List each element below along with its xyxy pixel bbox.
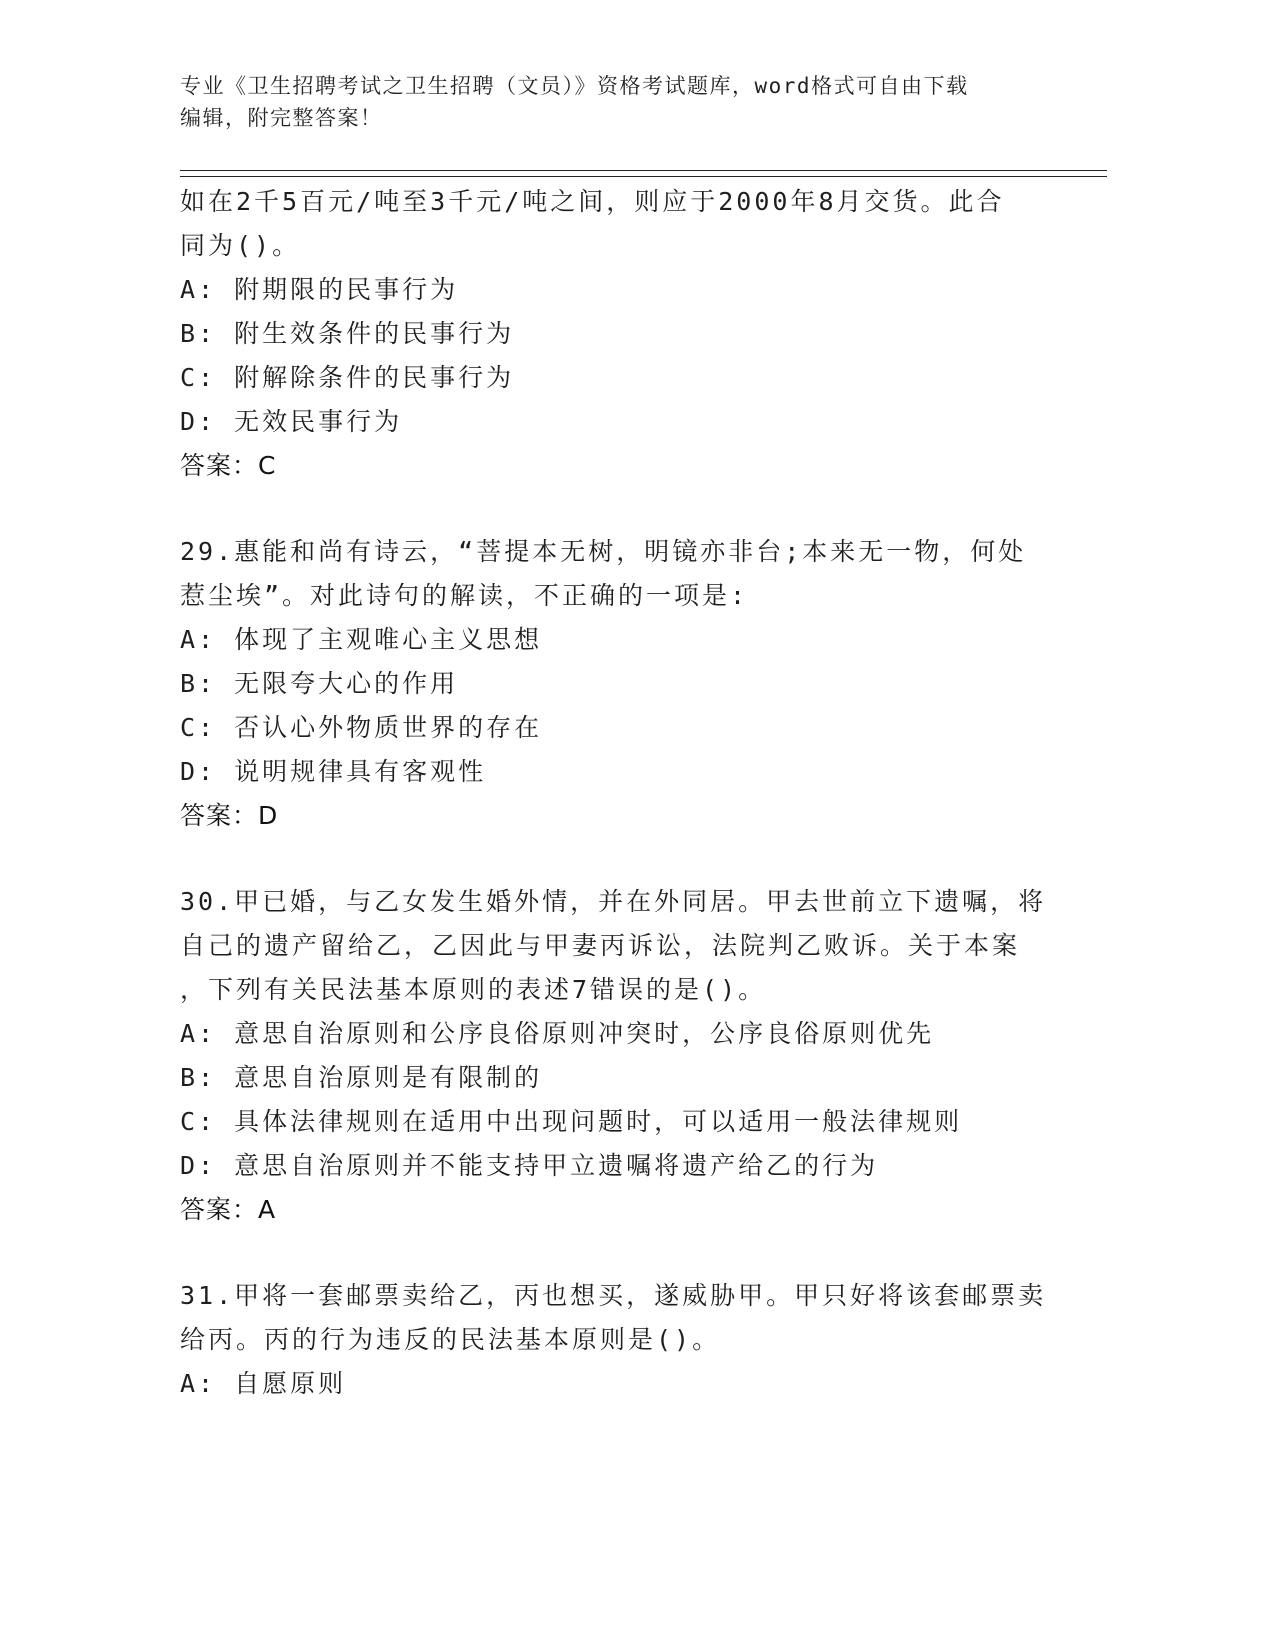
option-c: C: 否认心外物质世界的存在: [180, 713, 543, 742]
option-b: B: 附生效条件的民事行为: [180, 319, 515, 348]
header-line-1: 专业《卫生招聘考试之卫生招聘（文员）》资格考试题库，word格式可自由下载: [180, 74, 969, 98]
question-list: [180, 180, 1080, 1406]
question-28: [180, 180, 1080, 488]
question-stem-line: 惹尘埃”。对此诗句的解读，不正确的一项是:: [180, 581, 749, 610]
option-d: D: 无效民事行为: [180, 407, 403, 436]
header-rule-bottom: [180, 176, 1107, 177]
option-a: A: 附期限的民事行为: [180, 275, 459, 304]
option-c: C: 具体法律规则在适用中出现问题时，可以适用一般法律规则: [180, 1107, 963, 1136]
question-31: [180, 1274, 1080, 1406]
spacer: [180, 838, 1080, 880]
option-a: A: 意思自治原则和公序良俗原则冲突时，公序良俗原则优先: [180, 1019, 935, 1048]
question-stem-line: 同为()。: [180, 231, 301, 260]
document-header: [180, 70, 1060, 134]
question-stem-line: 29.惠能和尚有诗云，“菩提本无树，明镜亦非台;本来无一物，何处: [180, 537, 1027, 566]
option-b: B: 意思自治原则是有限制的: [180, 1063, 543, 1092]
option-a: A: 自愿原则: [180, 1369, 347, 1398]
question-stem-line: 给丙。丙的行为违反的民法基本原则是()。: [180, 1325, 721, 1354]
spacer: [180, 1232, 1080, 1274]
question-30: [180, 880, 1080, 1232]
answer-line: 答案：C: [180, 451, 277, 480]
option-c: C: 附解除条件的民事行为: [180, 363, 515, 392]
header-rule-top: [180, 170, 1107, 171]
question-29: [180, 530, 1080, 838]
question-stem-line: 31.甲将一套邮票卖给乙，丙也想买，遂威胁甲。甲只好将该套邮票卖: [180, 1281, 1047, 1310]
option-d: D: 说明规律具有客观性: [180, 757, 487, 786]
option-d: D: 意思自治原则并不能支持甲立遗嘱将遗产给乙的行为: [180, 1151, 879, 1180]
question-stem-line: ，下列有关民法基本原则的表述7错误的是()。: [180, 975, 767, 1004]
option-b: B: 无限夸大心的作用: [180, 669, 459, 698]
question-stem-line: 自己的遗产留给乙，乙因此与甲妻丙诉讼，法院判乙败诉。关于本案: [180, 931, 1021, 960]
answer-line: 答案：D: [180, 801, 279, 830]
spacer: [180, 488, 1080, 530]
option-a: A: 体现了主观唯心主义思想: [180, 625, 543, 654]
question-stem-line: 如在2千5百元/吨至3千元/吨之间，则应于2000年8月交货。此合: [180, 187, 1005, 216]
answer-line: 答案：A: [180, 1195, 277, 1224]
header-line-2: 编辑，附完整答案！: [180, 106, 383, 130]
question-stem-line: 30.甲已婚，与乙女发生婚外情，并在外同居。甲去世前立下遗嘱，将: [180, 887, 1047, 916]
